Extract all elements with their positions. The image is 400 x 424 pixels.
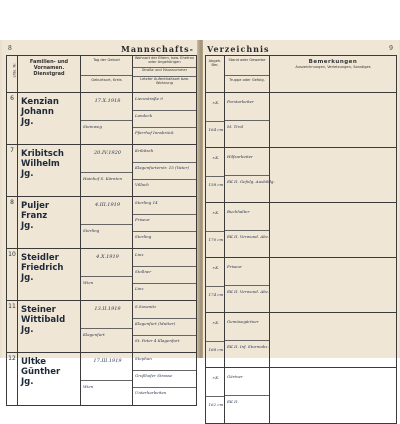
abgeh-cell: r.K. 164 cm [206, 93, 225, 148]
table-row [206, 313, 397, 368]
table-row [7, 301, 197, 353]
header-abgeh: Abgeh. Ber. [206, 56, 225, 93]
person-name: Kenzian Johann Jg. [18, 93, 81, 145]
header-residence: Wohnort der Eltern, bzw. Ehefrau oder Angehörigen Straße und Hausnummer Letzter Aufenthaltsort bzw. Wohnung [133, 56, 197, 93]
table-row [206, 368, 397, 424]
row-number: 7 [7, 145, 18, 197]
residence-cell: S.Sovanitz Klagenfurt (Mutter) St. Peter 4 Klagenfurt [133, 301, 197, 353]
birth-cell: 17.X.1918 Steinweg [81, 93, 133, 145]
remarks-cell [270, 203, 397, 258]
abgeh-cell: r.K. 162 cm [206, 368, 225, 424]
job-cell: Gemüsegärtner EK II. Inf. Sturmabz. [225, 313, 270, 368]
row-number: 12 [7, 353, 18, 406]
residence-cell: Linz Stollner Linz [133, 249, 197, 301]
open-logbook [0, 40, 400, 407]
table-row [7, 145, 197, 197]
remarks-cell [270, 93, 397, 148]
person-name: Steidler Friedrich Jg. [18, 249, 81, 301]
right-page [203, 40, 399, 407]
remarks-cell [270, 313, 397, 368]
job-cell: Friseur EK II. Verwund. Abz. [225, 258, 270, 313]
birth-cell: 20.IV.1920 Hainhof S. Kärnten [81, 145, 133, 197]
abgeh-cell: r.K. 174 cm [206, 258, 225, 313]
birth-cell: 17.III.1919 Wien [81, 353, 133, 406]
row-number: 11 [7, 301, 18, 353]
table-row [7, 197, 197, 249]
row-number: 6 [7, 93, 18, 145]
birth-cell: 13.II.1919 Klagenfurt [81, 301, 133, 353]
residence-cell: Sterling 14 Friseur Sterling [133, 197, 197, 249]
job-cell: Buchhalter EK II. Verwund. Abz. [225, 203, 270, 258]
page-number-left: 8 [8, 45, 12, 52]
abgeh-cell: r.K. 158 cm [206, 148, 225, 203]
header-remarks: Bemerkungen Auszeichnungen, Verletzungen, Sonstiges [270, 56, 397, 93]
person-name: Puljer Franz Jg. [18, 197, 81, 249]
residence-cell: Lienzstraße 9 Landeck Pfarrhof Innsbrück [133, 93, 197, 145]
abgeh-cell: r.K. 170 cm [206, 203, 225, 258]
table-row [206, 148, 397, 203]
person-name: Kribitsch Wilhelm Jg. [18, 145, 81, 197]
header-job: Stand oder Gewerbe Truppe oder Gefolg. [225, 56, 270, 93]
job-cell: Gärtner EK II. [225, 368, 270, 424]
left-page [2, 40, 199, 395]
row-number: 8 [7, 197, 18, 249]
job-cell: Hilfsarbeiter EK II. Gefolg. Ausbildg. [225, 148, 270, 203]
table-row [7, 93, 197, 145]
header-name: Familien- und Vornamen. Dienstgrad [18, 56, 81, 93]
table-row [7, 249, 197, 301]
header-lfd-nr: Lfde. Nr. [7, 56, 18, 93]
page-title-right: Verzeichnis [207, 44, 270, 54]
table-header-row [206, 56, 397, 93]
personnel-table-left [6, 55, 197, 406]
header-birth: Tag der Geburt Geburtsort, Kreis [81, 56, 133, 93]
job-cell: Forstarbeiter M. Tirol [225, 93, 270, 148]
birth-cell: 4.X.1919 Wien [81, 249, 133, 301]
table-row [7, 353, 197, 406]
page-title-left: Mannschafts- [120, 44, 194, 54]
remarks-cell [270, 148, 397, 203]
person-name: Ultke Günther Jg. [18, 353, 81, 406]
residence-cell: Stephan Großhofer Strasse Unterharbeiten [133, 353, 197, 406]
remarks-cell [270, 258, 397, 313]
table-row [206, 93, 397, 148]
residence-cell: Kribitsch Klagenfurterstr. 15 (Vater) Villach [133, 145, 197, 197]
abgeh-cell: r.K. 168 cm [206, 313, 225, 368]
remarks-cell [270, 368, 397, 424]
table-row [206, 203, 397, 258]
birth-cell: 4.III.1919 Sterling [81, 197, 133, 249]
table-row [206, 258, 397, 313]
row-number: 10 [7, 249, 18, 301]
person-name: Steiner Wittibald Jg. [18, 301, 81, 353]
page-number-right: 9 [389, 45, 393, 52]
personnel-table-right [205, 55, 397, 424]
table-header-row [7, 56, 197, 93]
